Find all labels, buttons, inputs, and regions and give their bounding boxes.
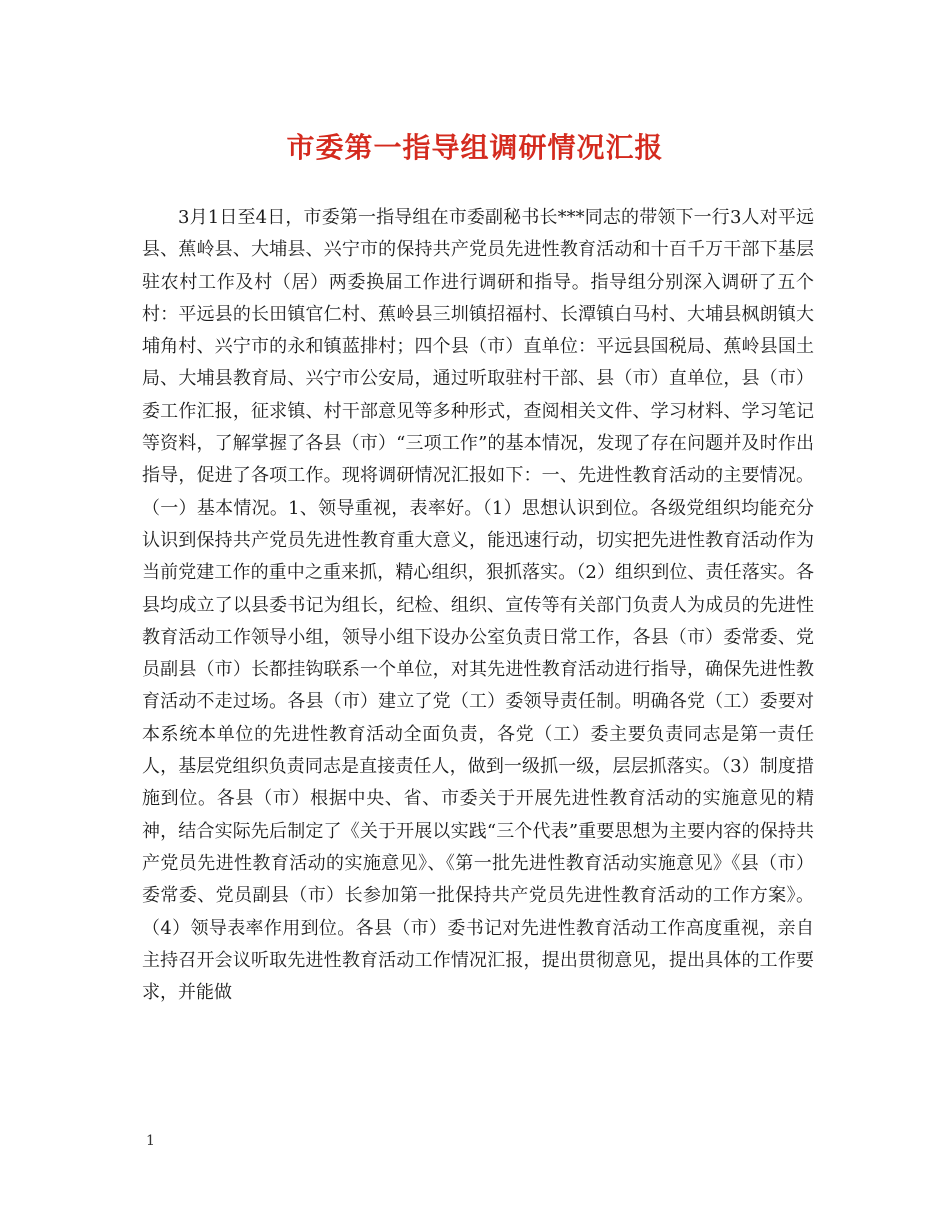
body-paragraph: 3月1日至4日，市委第一指导组在市委副秘书长***同志的带领下一行3人对平远县、蕉岭县、大埔县、兴宁市的保持共产党员先进性教育活动和十百千万干部下基层驻农村工作及村（居）两委换届工作进行调研和指导。指导组分别深入调研了五个村：平远县的长田镇官仁村、蕉岭县三圳镇招福村、长潭镇白马村、大埔县枫朗镇大埔角村、兴宁市的永和镇蓝排村；四个县（市）直单位：平远县国税局、蕉岭县国土局、大埔县教育局、兴宁市公安局，通过听取驻村干部、县（市）直单位，县（市）委工作汇报，征求镇、村干部意见等多种形式，查阅相关文件、学习材料、学习笔记等资料，了解掌握了各县（市）“三项工作”的基本情况，发现了存在问题并及时作出指导，促进了各项工作。现将调研情况汇报如下：一、先进性教育活动的主要情况。（一）基本情况。1、领导重视，表率好。（1）思想认识到位。各级党组织均能充分认识到保持共产党员先进性教育重大意义，能迅速行动，切实把先进性教育活动作为当前党建工作的重中之重来抓，精心组织，狠抓落实。（2）组织到位、责任落实。各县均成立了以县委书记为组长，纪检、组织、宣传等有关部门负责人为成员的先进性教育活动工作领导小组，领导小组下设办公室负责日常工作，各县（市）委常委、党员副县（市）长都挂钩联系一个单位，对其先进性教育活动进行指导，确保先进性教育活动不走过场。各县（市）建立了党（工）委领导责任制。明确各党（工）委要对本系统本单位的先进性教育活动全面负责，各党（工）委主要负责同志是第一责任人，基层党组织负责同志是直接责任人，做到一级抓一级，层层抓落实。（3）制度措施到位。各县（市）根据中央、省、市委关于开展先进性教育活动的实施意见的精神，结合实际先后制定了《关于开展以实践“三个代表”重要思想为主要内容的保持共产党员先进性教育活动的实施意见》、《第一批先进性教育活动实施意见》《县（市）委常委、党员副县（市）长参加第一批保持共产党员先进性教育活动的工作方案》。（4）领导表率作用到位。各县（市）委书记对先进性教育活动工作高度重视，亲自主持召开会议听取先进性教育活动工作情况汇报，提出贯彻意见，提出具体的工作要求，并能做	[142, 207, 814, 1004]
document-title: 市委第一指导组调研情况汇报	[286, 131, 664, 164]
page-number: 1	[146, 1133, 155, 1149]
